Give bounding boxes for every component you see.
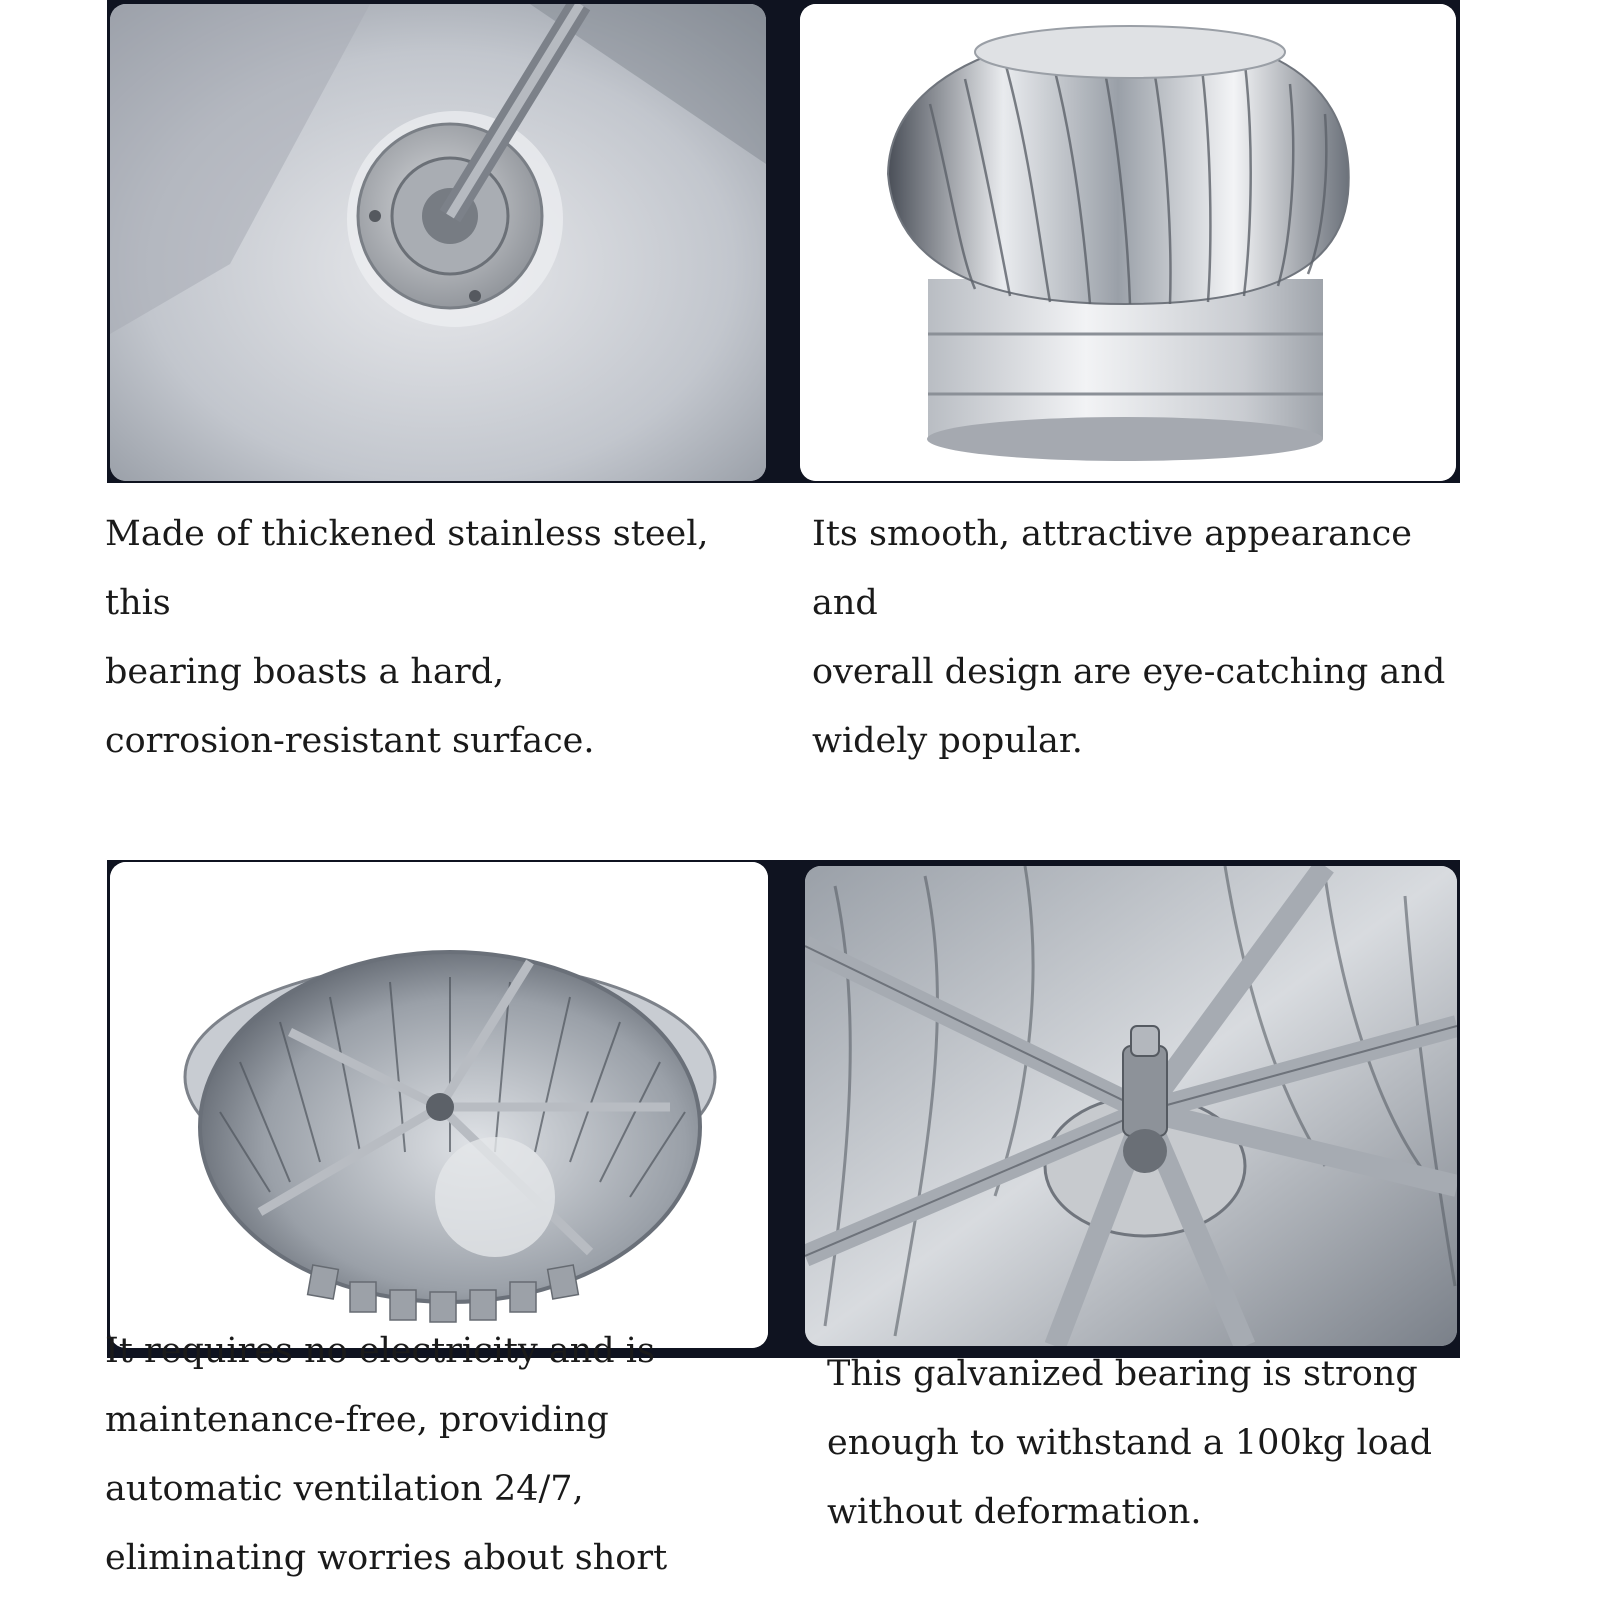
caption-bearing-material (105, 500, 755, 776)
ventilator-underside-photo (110, 862, 768, 1348)
caption-appearance (812, 500, 1472, 776)
caption-line: Made of thickened stainless steel, this (105, 514, 709, 623)
caption-load-capacity (827, 1340, 1467, 1547)
caption-line: This galvanized bearing is strong (827, 1354, 1418, 1394)
caption-line: automatic ventilation 24/7, (105, 1469, 584, 1509)
galvanized-bearing-photo (805, 866, 1457, 1346)
turbine-ventilator-photo (800, 4, 1456, 481)
caption-line: corrosion-resistant surface. (105, 721, 595, 761)
caption-line: It requires no electricity and is (105, 1331, 655, 1371)
caption-line: Its smooth, attractive appearance and (812, 514, 1412, 623)
caption-line: widely popular. (812, 721, 1083, 761)
caption-line: bearing boasts a hard, (105, 652, 505, 692)
caption-line: enough to withstand a 100kg load (827, 1423, 1432, 1463)
caption-line: eliminating worries about short (105, 1538, 668, 1578)
caption-line: overall design are eye-catching and (812, 652, 1446, 692)
caption-line: without deformation. (827, 1492, 1202, 1532)
caption-no-electricity (105, 1317, 765, 1593)
caption-line: maintenance-free, providing (105, 1400, 609, 1440)
bearing-closeup-photo (110, 4, 766, 481)
